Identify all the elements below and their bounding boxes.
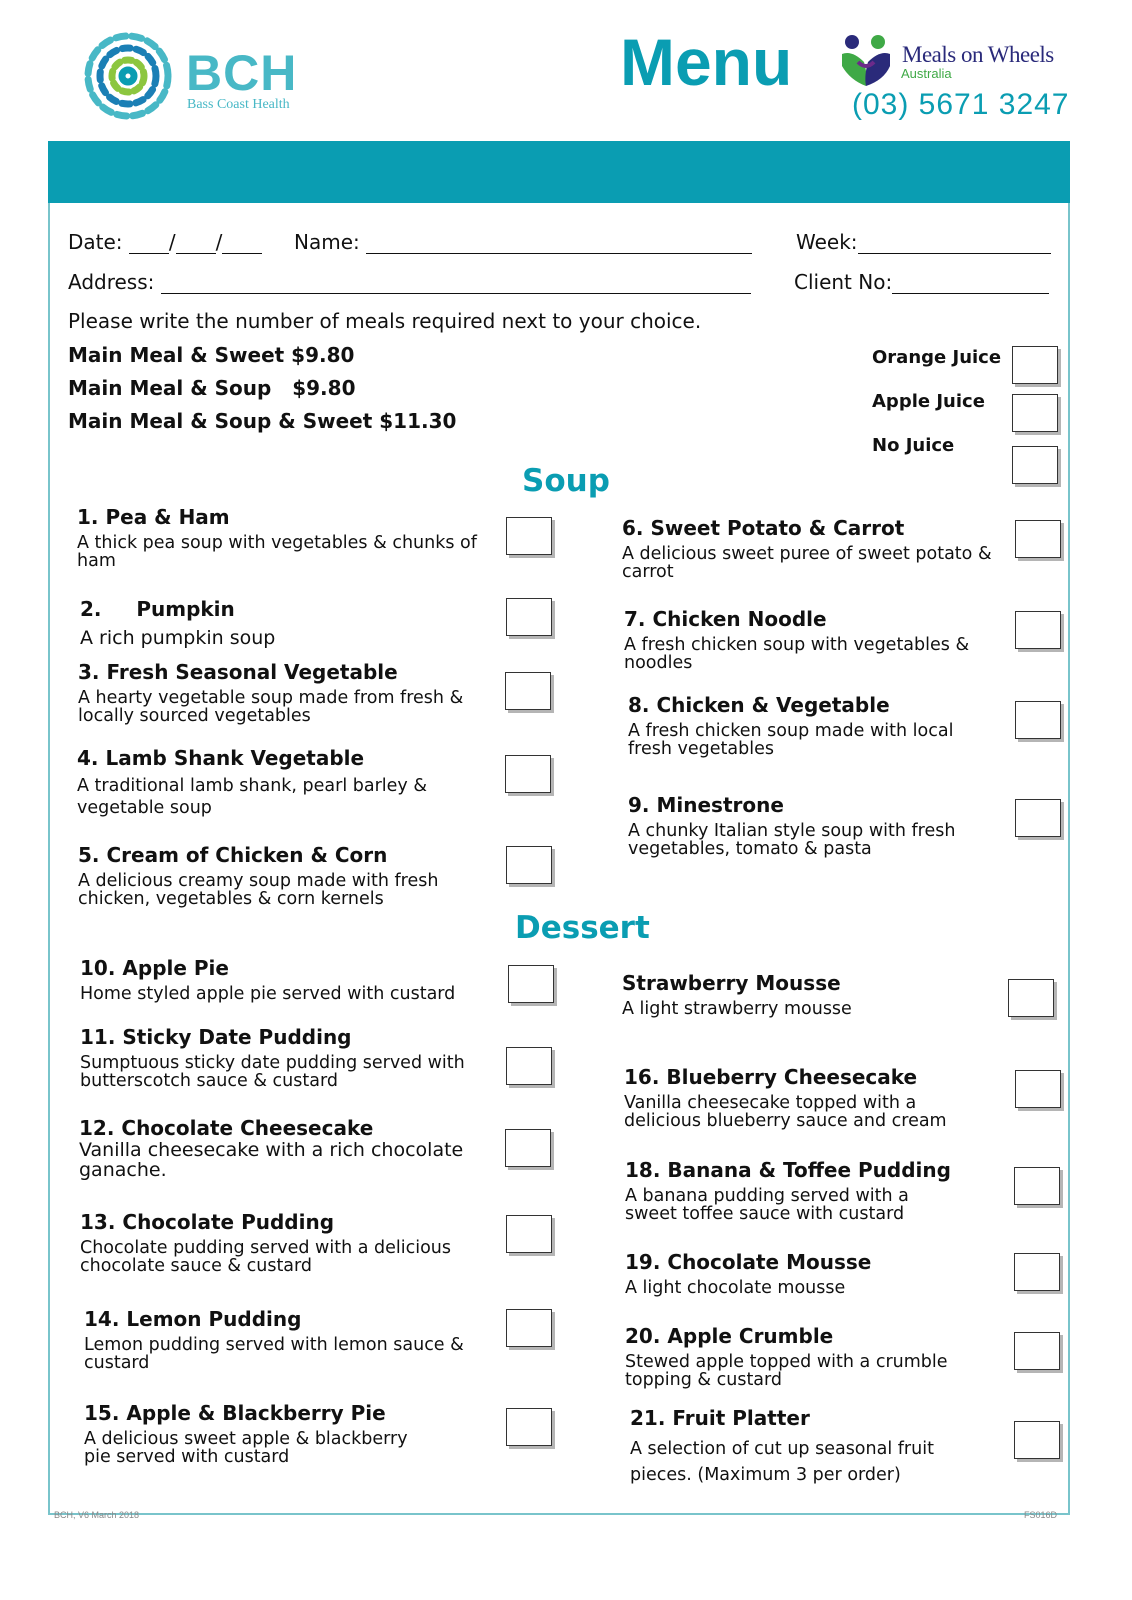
item-title: 20. Apple Crumble — [625, 1324, 834, 1348]
soup-2-checkbox[interactable] — [506, 598, 552, 636]
item-description: Vanilla cheesecake with a rich chocolate ganache. — [79, 1139, 464, 1181]
dessert-item — [84, 1307, 484, 1372]
item-description: A delicious sweet puree of sweet potato & carrot — [622, 544, 992, 582]
date-field[interactable]: Date: / / — [68, 230, 262, 254]
dessert-15-checkbox[interactable] — [506, 1408, 552, 1446]
dessert-item — [630, 1406, 960, 1488]
meals-on-wheels-logo-icon — [838, 32, 896, 88]
item-title: 21. Fruit Platter — [630, 1406, 810, 1430]
orange-juice-label: Orange Juice — [872, 347, 1002, 368]
item-description: A light chocolate mousse — [625, 1278, 846, 1298]
soup-item — [624, 607, 994, 672]
header-band — [48, 141, 1070, 203]
dessert-13-checkbox[interactable] — [506, 1215, 552, 1253]
dessert-item — [625, 1158, 955, 1223]
item-description: A chunky Italian style soup with fresh vegetables, tomato & pasta — [628, 821, 956, 859]
no-juice-label: No Juice — [872, 435, 955, 456]
soup-3-checkbox[interactable] — [505, 672, 551, 710]
dessert-19-checkbox[interactable] — [1014, 1253, 1060, 1291]
item-title: 13. Chocolate Pudding — [80, 1210, 335, 1234]
name-field[interactable] — [294, 230, 752, 254]
soup-8-checkbox[interactable] — [1015, 701, 1061, 739]
item-description: A light strawberry mousse — [622, 999, 852, 1019]
price-main-sweet: Main Meal & Sweet $9.80 — [68, 343, 355, 367]
orange-juice-checkbox[interactable] — [1012, 346, 1058, 384]
price-main-soup: Main Meal & Soup $9.80 — [68, 376, 356, 400]
dessert-21-checkbox[interactable] — [1014, 1421, 1060, 1459]
dessert-item — [80, 956, 480, 1003]
soup-6-checkbox[interactable] — [1015, 520, 1061, 558]
item-description: Lemon pudding served with lemon sauce & custard — [84, 1335, 464, 1373]
item-description: A banana pudding served with a sweet toffee sauce with custard — [625, 1186, 909, 1224]
dessert-item — [84, 1401, 414, 1466]
dessert-item — [79, 1116, 479, 1180]
week-label: Week: — [796, 230, 858, 254]
soup-4-checkbox[interactable] — [505, 755, 551, 793]
item-description: A fresh chicken soup with vegetables & noodles — [624, 635, 970, 673]
footer-version: BCH, V6 March 2018 — [54, 1510, 140, 1520]
item-description: A selection of cut up seasonal fruit pieces. (Maximum 3 per order) — [630, 1439, 934, 1485]
page-title: Menu — [620, 25, 793, 99]
soup-heading: Soup — [522, 463, 610, 499]
item-title: 9. Minestrone — [628, 793, 784, 817]
dessert-20-checkbox[interactable] — [1014, 1332, 1060, 1370]
item-title: 2. Pumpkin — [80, 597, 235, 621]
item-title: Strawberry Mousse — [622, 971, 841, 995]
item-title: 18. Banana & Toffee Pudding — [625, 1158, 951, 1182]
instruction-text: Please write the number of meals required next to your choice. — [68, 309, 702, 333]
soup-item — [77, 746, 457, 819]
item-title: 3. Fresh Seasonal Vegetable — [78, 660, 398, 684]
client-no-label: Client No: — [794, 270, 893, 294]
item-title: 5. Cream of Chicken & Corn — [78, 843, 388, 867]
item-title: 12. Chocolate Cheesecake — [79, 1116, 374, 1140]
item-description: A traditional lamb shank, pearl barley & vegetable soup — [77, 776, 427, 818]
soup-item — [628, 693, 988, 758]
item-description: Vanilla cheesecake topped with a delicious blueberry sauce and cream — [624, 1093, 947, 1131]
soup-item — [77, 505, 477, 570]
soup-item — [78, 843, 468, 908]
soup-item — [78, 660, 478, 725]
item-description: Sumptuous sticky date pudding served with butterscotch sauce & custard — [80, 1053, 465, 1091]
item-title: 1. Pea & Ham — [77, 505, 230, 529]
dessert-heading: Dessert — [515, 910, 650, 946]
soup-item — [622, 516, 1002, 581]
item-title: 14. Lemon Pudding — [84, 1307, 302, 1331]
item-title: 7. Chicken Noodle — [624, 607, 827, 631]
dessert-item — [624, 1065, 974, 1130]
item-title: 4. Lamb Shank Vegetable — [77, 746, 365, 770]
soup-item — [628, 793, 988, 858]
item-description: A hearty vegetable soup made from fresh & locally sourced vegetables — [78, 688, 464, 726]
dessert-14-checkbox[interactable] — [506, 1309, 552, 1347]
address-label: Address: — [68, 270, 155, 294]
item-description: A delicious creamy soup made with fresh chicken, vegetables & corn kernels — [78, 871, 439, 909]
item-title: 15. Apple & Blackberry Pie — [84, 1401, 386, 1425]
item-title: 10. Apple Pie — [80, 956, 229, 980]
soup-5-checkbox[interactable] — [506, 846, 552, 884]
item-title: 19. Chocolate Mousse — [625, 1250, 872, 1274]
partner-name: Meals on Wheels — [902, 42, 1054, 67]
dessert-18-checkbox[interactable] — [1014, 1167, 1060, 1205]
dessert-item — [625, 1250, 985, 1297]
item-description: A fresh chicken soup made with local fresh vegetables — [628, 721, 954, 759]
logo-text: BCH — [186, 45, 298, 101]
soup-item — [80, 597, 480, 647]
item-description: A rich pumpkin soup — [80, 627, 276, 649]
dessert-11-checkbox[interactable] — [506, 1047, 552, 1085]
dessert-item — [80, 1210, 480, 1275]
soup-9-checkbox[interactable] — [1015, 799, 1061, 837]
bch-logo-icon — [78, 28, 178, 124]
item-title: 6. Sweet Potato & Carrot — [622, 516, 905, 540]
logo-subtitle: Bass Coast Health — [187, 97, 290, 112]
item-title: 11. Sticky Date Pudding — [80, 1025, 352, 1049]
partner-country: Australia — [901, 66, 952, 81]
item-description: A delicious sweet apple & blackberry pie served with custard — [84, 1429, 408, 1467]
item-description: Home styled apple pie served with custard — [80, 984, 456, 1004]
item-title: 8. Chicken & Vegetable — [628, 693, 890, 717]
apple-juice-checkbox[interactable] — [1012, 394, 1058, 432]
item-description: Chocolate pudding served with a delicious chocolate sauce & custard — [80, 1238, 452, 1276]
dessert-12-checkbox[interactable] — [505, 1129, 551, 1167]
dessert-16-checkbox[interactable] — [1015, 1070, 1061, 1108]
address-field[interactable] — [68, 270, 751, 294]
footer-code: FS016D — [1024, 1510, 1058, 1520]
dessert-item — [80, 1025, 485, 1090]
name-label: Name: — [294, 230, 360, 254]
price-main-soup-sweet: Main Meal & Soup & Sweet $11.30 — [68, 409, 457, 433]
dessert-item — [625, 1324, 980, 1389]
apple-juice-label: Apple Juice — [872, 391, 985, 412]
date-label: Date: — [68, 230, 123, 254]
phone-number[interactable]: (03) 5671 3247 — [852, 88, 1070, 121]
no-juice-checkbox[interactable] — [1012, 446, 1058, 484]
item-description: A thick pea soup with vegetables & chunks of ham — [77, 533, 477, 571]
item-description: Stewed apple topped with a crumble topping & custard — [625, 1352, 948, 1390]
dessert-strawberry-checkbox[interactable] — [1008, 979, 1054, 1017]
soup-7-checkbox[interactable] — [1015, 611, 1061, 649]
dessert-10-checkbox[interactable] — [508, 965, 554, 1003]
item-title: 16. Blueberry Cheesecake — [624, 1065, 918, 1089]
dessert-item — [622, 971, 982, 1018]
client-no-field[interactable] — [794, 270, 1049, 294]
week-field[interactable] — [796, 230, 1051, 254]
soup-1-checkbox[interactable] — [506, 517, 552, 555]
